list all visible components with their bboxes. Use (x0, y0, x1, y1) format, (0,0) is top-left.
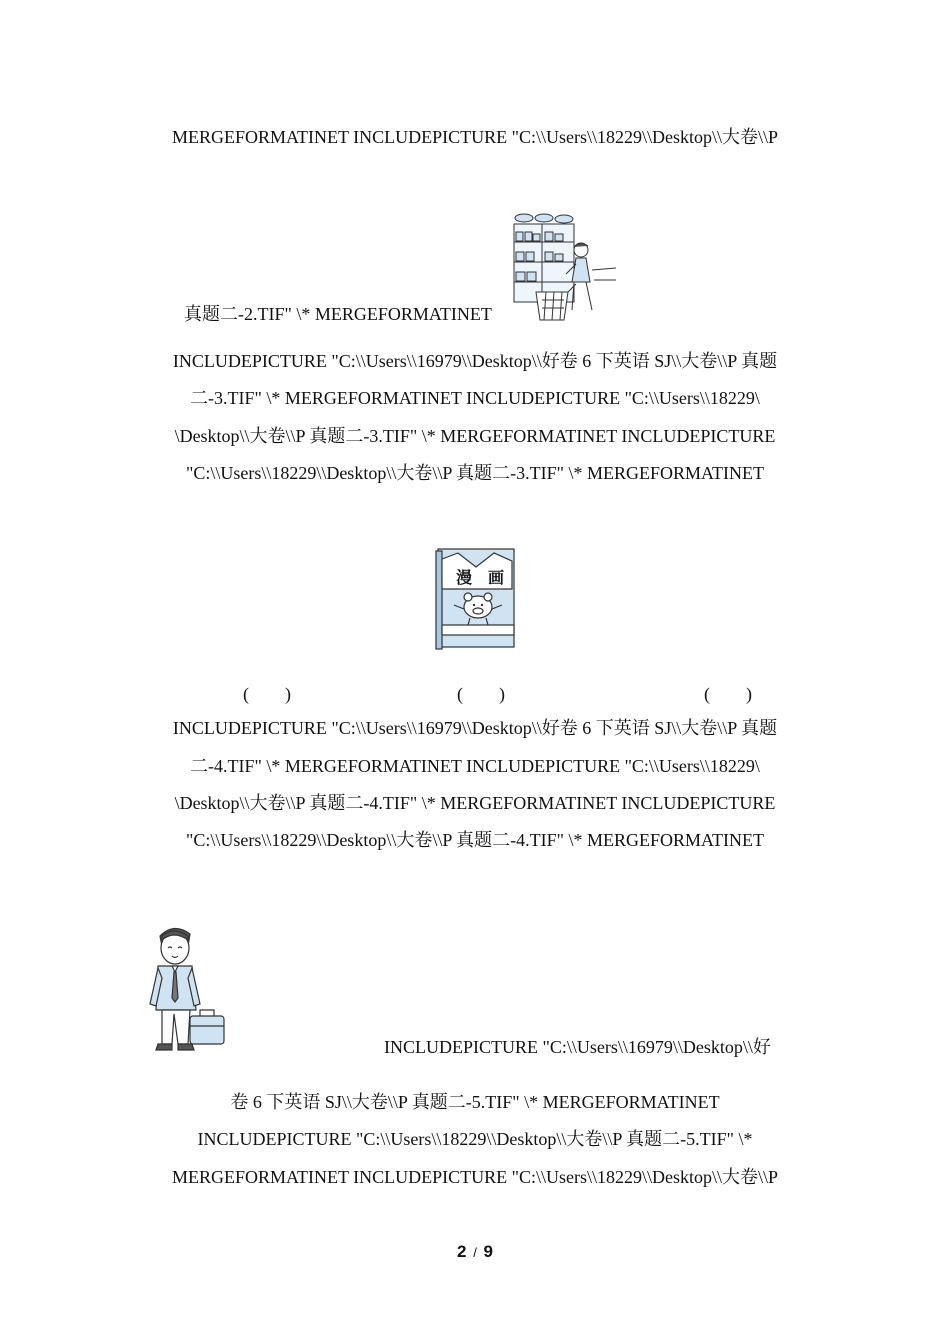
businessman-illustration (146, 924, 230, 1056)
page-separator: / (473, 1245, 477, 1260)
text-line-10: "C:\\Users\\18229\\Desktop\\大卷\\P 真题二-4.TIF" \* MERGEFORMATINET (185, 830, 765, 850)
text-line-8: 二-4.TIF" \* MERGEFORMATINET INCLUDEPICTURE "C:\\Users\\18229\ (190, 756, 760, 776)
text-line-4: 二-3.TIF" \* MERGEFORMATINET INCLUDEPICTURE "C:\\Users\\18229\ (190, 388, 760, 408)
total-pages: 9 (483, 1242, 494, 1261)
text-line-7: INCLUDEPICTURE "C:\\Users\\16979\\Desktop\\好卷 6 下英语 SJ\\大卷\\P 真题 (172, 718, 778, 738)
text-line-13: INCLUDEPICTURE "C:\\Users\\18229\\Desktop\\大卷\\P 真题二-5.TIF" \* (197, 1129, 753, 1149)
comic-book-illustration (434, 547, 518, 651)
text-line-11: INCLUDEPICTURE "C:\\Users\\16979\\Desktop\\好 (384, 1037, 771, 1057)
text-line-9: \Desktop\\大卷\\P 真题二-4.TIF" \* MERGEFORMATINET INCLUDEPICTURE (174, 793, 776, 813)
text-line-14: MERGEFORMATINET INCLUDEPICTURE "C:\\Users\\18229\\Desktop\\大卷\\P (171, 1167, 779, 1187)
supermarket-shopper-illustration (512, 210, 618, 322)
text-line-6: "C:\\Users\\18229\\Desktop\\大卷\\P 真题二-3.TIF" \* MERGEFORMATINET (185, 463, 765, 483)
text-line-5: \Desktop\\大卷\\P 真题二-3.TIF" \* MERGEFORMATINET INCLUDEPICTURE (174, 426, 776, 446)
text-line-2: 真题二-2.TIF" \* MERGEFORMATINET (184, 304, 492, 324)
current-page: 2 (456, 1242, 467, 1261)
comic-title-char-1: 漫 (455, 568, 473, 587)
text-line-12: 卷 6 下英语 SJ\\大卷\\P 真题二-5.TIF" \* MERGEFORMATINET (230, 1092, 720, 1112)
page-number (0, 1242, 950, 1262)
text-line-1: MERGEFORMATINET INCLUDEPICTURE "C:\\Users\\18229\\Desktop\\大卷\\P (171, 127, 779, 147)
comic-title-char-2: 画 (487, 568, 505, 587)
answer-blank-2[interactable]: ( ) (457, 684, 505, 704)
answer-blank-3[interactable]: ( ) (704, 684, 752, 704)
text-line-3: INCLUDEPICTURE "C:\\Users\\16979\\Desktop\\好卷 6 下英语 SJ\\大卷\\P 真题 (172, 351, 778, 371)
answer-blank-1[interactable]: ( ) (243, 684, 291, 704)
